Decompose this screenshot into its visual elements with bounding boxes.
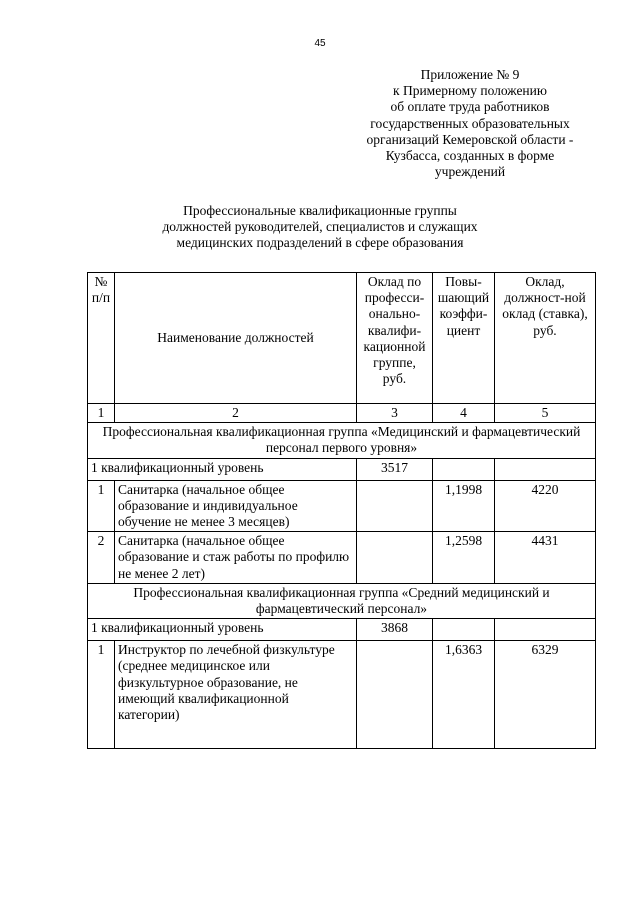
col-number: 2 (115, 404, 357, 423)
title-line: Профессиональные квалификационные группы (183, 203, 457, 218)
header-coef: Повы-шающий коэффи-циент (433, 273, 495, 404)
col-number: 5 (495, 404, 596, 423)
row-name: Санитарка (начальное общее образование и индивидуальное обучение не менее 3 месяцев) (115, 480, 357, 532)
row-salary: 6329 (495, 641, 596, 749)
level-salary: 3868 (357, 619, 433, 641)
col-number: 1 (88, 404, 115, 423)
empty-cell (357, 641, 433, 749)
appendix-line: Кузбасса, созданных в форме (385, 148, 555, 164)
empty-cell (357, 480, 433, 532)
row-num: 1 (88, 641, 115, 749)
header-salary-pkg: Оклад по професси-онально-квалифи-кационной группе, руб. (357, 273, 433, 404)
level-label: 1 квалификационный уровень (88, 619, 357, 641)
level-label: 1 квалификационный уровень (88, 458, 357, 480)
col-number: 3 (357, 404, 433, 423)
level-salary: 3517 (357, 458, 433, 480)
appendix-line: к Примерному положению (393, 83, 547, 99)
empty-cell (495, 619, 596, 641)
header-num: № п/п (88, 273, 115, 404)
header-salary: Оклад, должност-ной оклад (ставка), руб. (495, 273, 596, 404)
appendix-line: учреждений (434, 164, 506, 180)
empty-cell (433, 458, 495, 480)
row-salary: 4431 (495, 532, 596, 584)
table-row (88, 532, 596, 584)
document-title (120, 203, 520, 252)
table-row (88, 641, 596, 749)
appendix-line: об оплате труда работников (390, 99, 550, 115)
title-line: медицинских подразделений в сфере образования (176, 235, 464, 251)
qualification-groups-table (87, 272, 596, 749)
empty-cell (433, 619, 495, 641)
row-name: Инструктор по лечебной физкультуре (среднее медицинское или физкультурное образование, не имеющий квалификационной категории) (115, 641, 357, 749)
group-title: Профессиональная квалификационная группа «Медицинский и фармацевтический персонал первого уровня» (88, 423, 596, 458)
row-num: 2 (88, 532, 115, 584)
header-name: Наименование должностей (115, 273, 357, 404)
title-line: должностей руководителей, специалистов и служащих (162, 219, 478, 235)
row-coef: 1,1998 (433, 480, 495, 532)
appendix-line: организаций Кемеровской области - (366, 131, 574, 147)
appendix-caption (340, 67, 600, 180)
group-title: Профессиональная квалификационная группа «Средний медицинский и фармацевтический персонал» (88, 583, 596, 618)
appendix-line: Приложение № 9 (420, 67, 520, 82)
col-number: 4 (433, 404, 495, 423)
row-num: 1 (88, 480, 115, 532)
page-number: 45 (314, 38, 326, 49)
column-number-row (88, 404, 596, 423)
row-salary: 4220 (495, 480, 596, 532)
row-name: Санитарка (начальное общее образование и стаж работы по профилю не менее 2 лет) (115, 532, 357, 584)
row-coef: 1,6363 (433, 641, 495, 749)
level-row (88, 619, 596, 641)
empty-cell (357, 532, 433, 584)
group-title-row (88, 423, 596, 458)
table-header-row (88, 273, 596, 404)
level-row (88, 458, 596, 480)
appendix-line: государственных образовательных (370, 115, 570, 131)
row-coef: 1,2598 (433, 532, 495, 584)
empty-cell (495, 458, 596, 480)
table-row (88, 480, 596, 532)
group-title-row (88, 583, 596, 618)
